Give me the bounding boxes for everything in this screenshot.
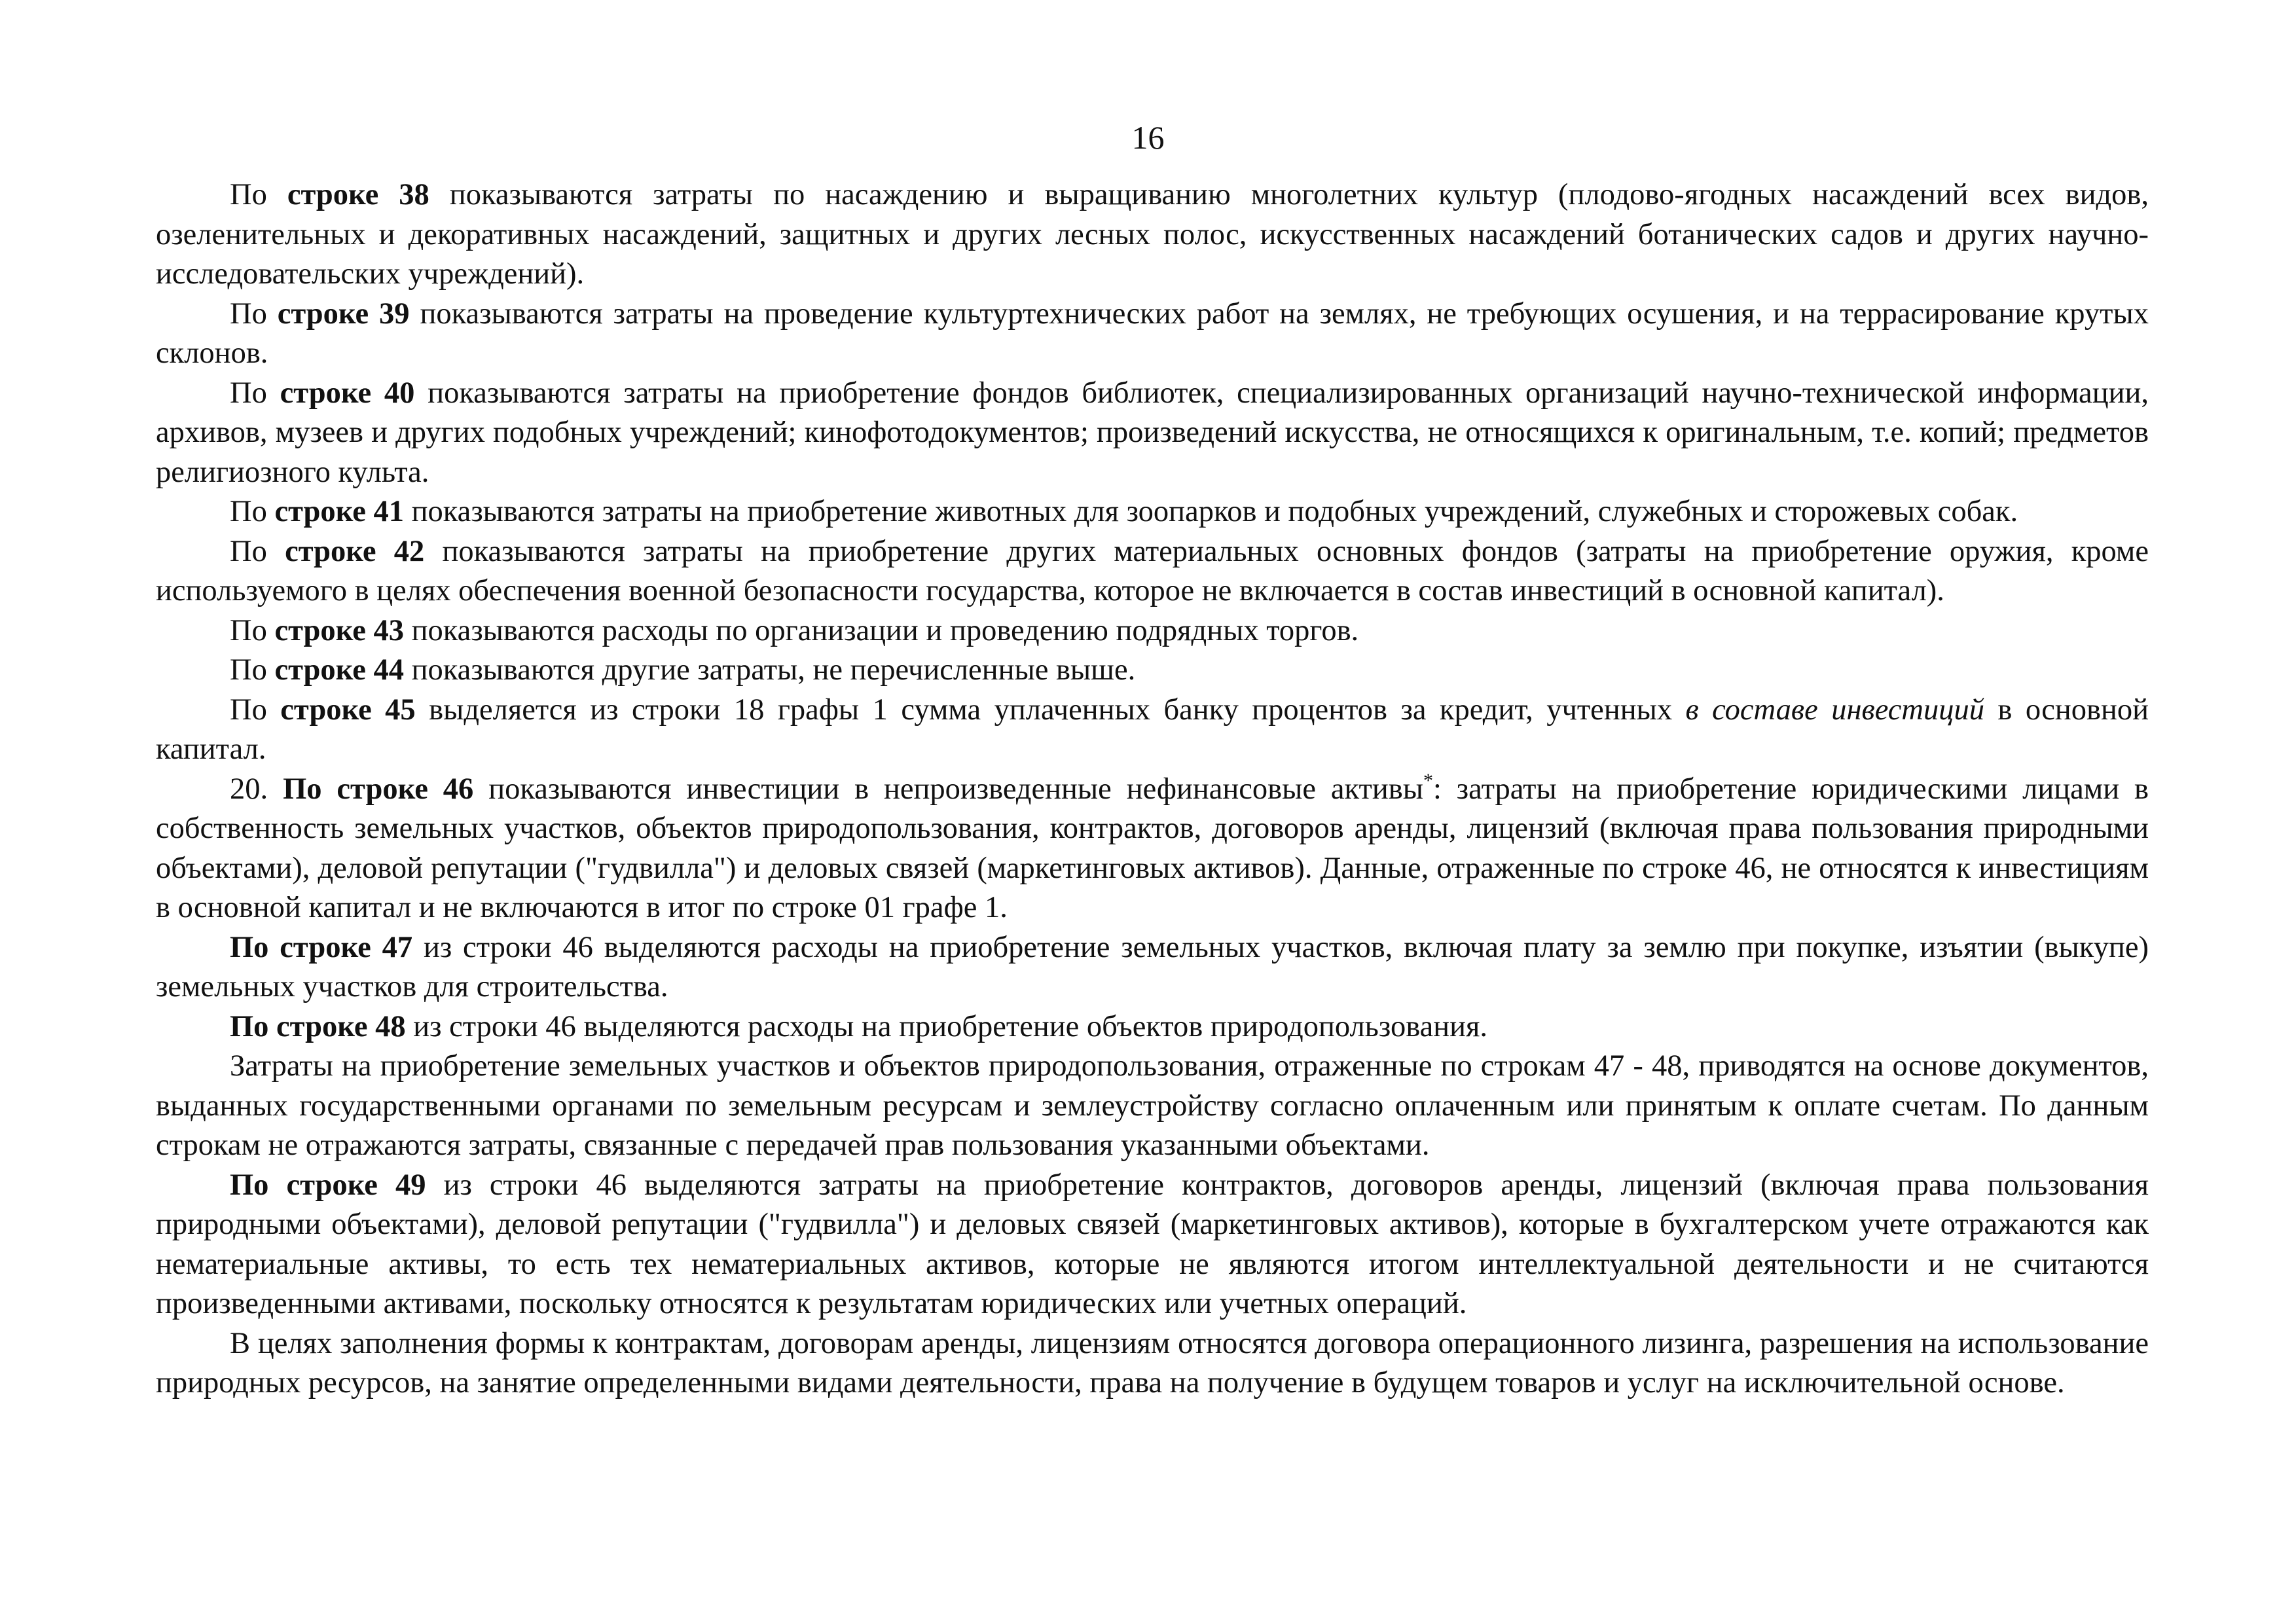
paragraph-text: из строки 46 выделяются расходы на приобретение земельных участков, включая плату за землю при покупке, изъятии (выкупе) земельных участков для строительства. [156,930,2149,1003]
row-reference: строке 41 [274,495,405,528]
paragraph-row-43 [156,611,2149,651]
paragraph-prefix: По [230,693,281,727]
paragraph-text: Затраты на приобретение земельных участков и объектов природопользования, отраженные по строкам 47 - 48, приводятся на основе документов, выданных государственными органами по земельным ресурсам и землеустройству согласно оплаченным или принятым к оплате счетам. По данным строкам не отражаются затраты, связанные с передачей прав пользования указанными объектами. [156,1049,2149,1162]
paragraph-form-note [156,1324,2149,1403]
row-reference: строке 45 [280,693,416,727]
paragraph-row-40 [156,374,2149,493]
paragraph-row-49 [156,1166,2149,1324]
paragraph-text: из строки 46 выделяются расходы на приобретение объектов природопользования. [405,1009,1487,1043]
paragraph-row-38 [156,175,2149,295]
paragraph-text: показываются затраты на проведение культуртехнических работ на землях, не требующих осушения, и на террасирование крутых склонов. [156,297,2149,370]
paragraph-text: показываются затраты на приобретение животных для зоопарков и подобных учреждений, служебных и сторожевых собак. [404,495,2018,528]
document-body [156,175,2149,1403]
paragraph-row-46 [156,770,2149,928]
paragraph-text: выделяется из строки 18 графы 1 сумма уплаченных банку процентов за кредит, учтенных [415,693,1686,727]
paragraph-text: из строки 46 выделяются затраты на приобретение контрактов, договоров аренды, лицензий (включая права пользования природными объектами), деловой репутации ("гудвилла") и деловых связей (маркетинговых активов), которые в бухгалтерском учете отражаются как нематериальные активы, то есть тех нематериальных активов, которые не являются итогом интеллектуальной деятельности и не считаются произведенными активами, поскольку относятся к результатам юридических или учетных операций. [156,1168,2149,1320]
row-reference: строке 38 [287,178,429,211]
row-reference: По строке 49 [230,1168,426,1202]
paragraph-row-47 [156,928,2149,1007]
row-reference: строке 39 [277,297,410,331]
paragraph-row-45 [156,691,2149,770]
paragraph-prefix: По [230,297,278,331]
row-reference: По строке 47 [230,930,413,964]
paragraph-prefix: По [230,495,275,528]
paragraph-prefix: По [230,376,280,410]
page-number: 16 [1131,119,1165,156]
footnote-marker: * [1423,769,1433,791]
paragraph-prefix: 20. [230,772,283,806]
paragraph-row-39 [156,295,2149,374]
paragraph-row-41 [156,492,2149,532]
paragraph-text-after: : затраты на приобретение юридическими лицами в собственность земельных участков, объектов природопользования, контрактов, договоров аренды, лицензий (включая права пользования природными объектами), деловой репутации ("гудвилла") и деловых связей (маркетинговых активов). Данные, отраженные по строке 46, не относятся к инвестициям в основной капитал и не включаются в итог по строке 01 графе 1. [156,772,2149,924]
paragraph-text: показываются затраты по насаждению и выращиванию многолетних культур (плодово-ягодных насаждений всех видов, озеленительных и декоративных насаждений, защитных и других лесных полос, искусственных насаждений ботанических садов и других научно-исследовательских учреждений). [156,178,2149,291]
paragraph-text: показываются расходы по организации и проведению подрядных торгов. [404,613,1359,647]
paragraph-row-44 [156,651,2149,691]
row-reference: строке 43 [274,613,405,647]
paragraph-text: показываются инвестиции в непроизведенные нефинансовые активы [473,772,1423,806]
paragraph-text-after: в основной капитал. [156,693,2149,766]
paragraph-text: показываются затраты на приобретение других материальных основных фондов (затраты на приобретение оружия, кроме используемого в целях обеспечения военной безопасности государства, которое не включается в состав инвестиций в основной капитал). [156,534,2149,607]
row-reference: По строке 48 [230,1009,406,1043]
paragraph-prefix: По [230,653,275,687]
row-reference: строке 42 [285,534,425,568]
row-reference: По строке 46 [283,772,474,806]
paragraph-row-42 [156,532,2149,611]
paragraph-text: показываются другие затраты, не перечисленные выше. [404,653,1136,687]
paragraph-row-48 [156,1007,2149,1047]
paragraph-text: В целях заполнения формы к контрактам, договорам аренды, лицензиям относятся договора операционного лизинга, разрешения на использование природных ресурсов, на занятие определенными видами деятельности, права на получение в будущем товаров и услуг на исключительной основе. [156,1326,2149,1399]
paragraph-prefix: По [230,534,285,568]
paragraph-prefix: По [230,178,287,211]
row-reference: строке 40 [280,376,415,410]
paragraph-rows-47-48-note [156,1047,2149,1166]
paragraph-italic: в составе инвестиций [1685,693,1984,727]
row-reference: строке 44 [274,653,405,687]
paragraph-text: показываются затраты на приобретение фондов библиотек, специализированных организаций научно-технической информации, архивов, музеев и других подобных учреждений; кинофотодокументов; произведений искусства, не относящихся к оригинальным, т.е. копий; предметов религиозного культа. [156,376,2149,489]
paragraph-prefix: По [230,613,275,647]
